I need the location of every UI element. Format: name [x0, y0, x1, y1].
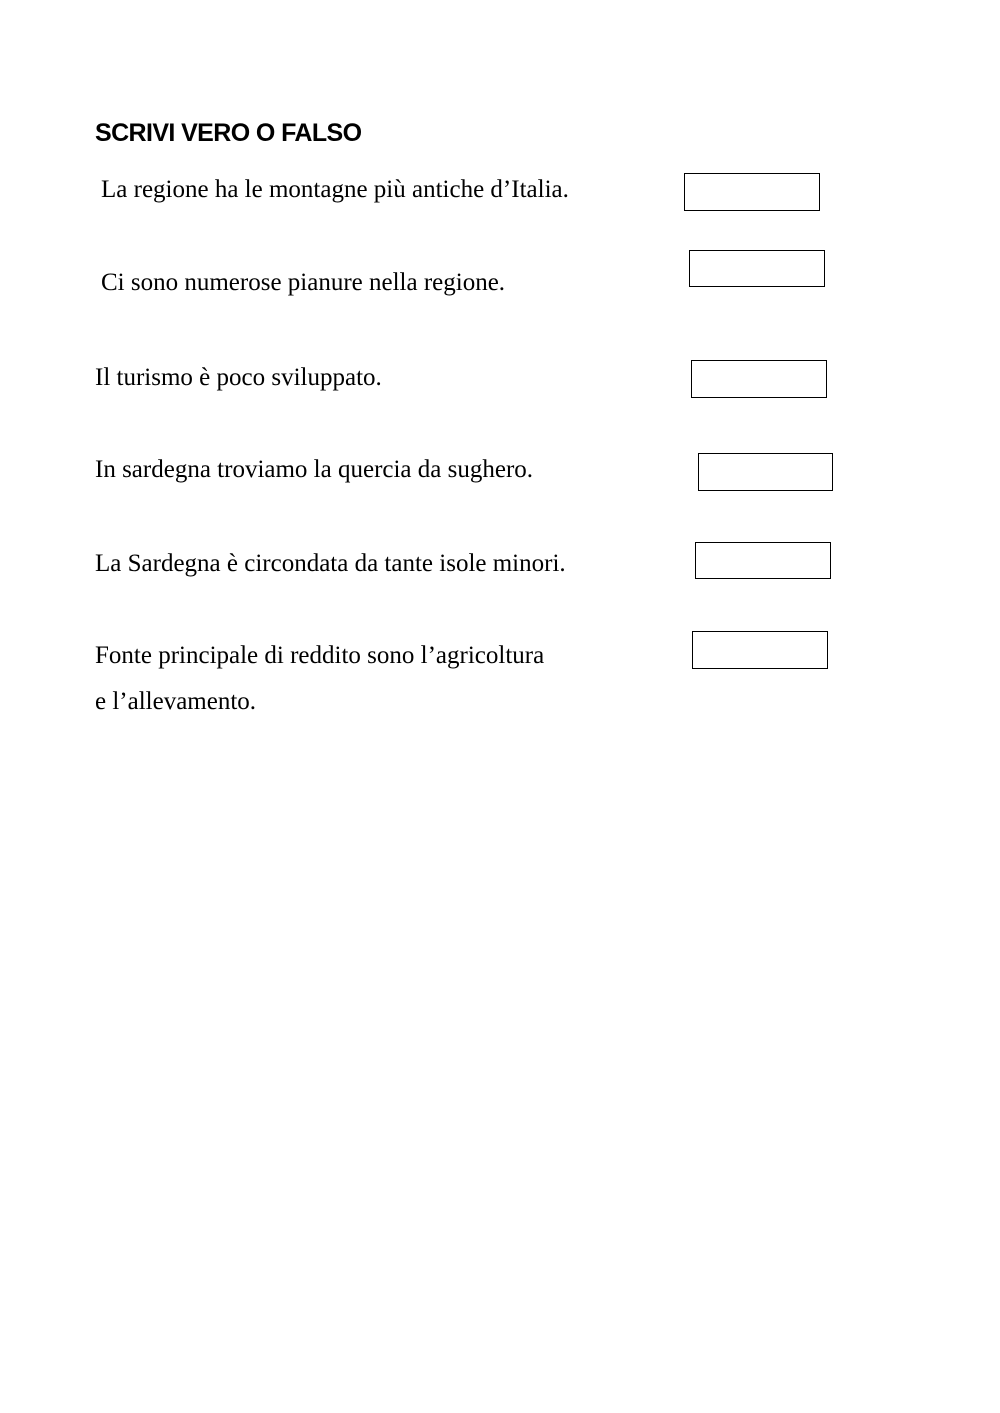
answer-box-3[interactable]	[691, 360, 827, 398]
answer-box-2[interactable]	[689, 250, 825, 287]
answer-box-5[interactable]	[695, 542, 831, 579]
statement-6-line-1: Fonte principale di reddito sono l’agricoltura	[95, 642, 545, 669]
statement-2: Ci sono numerose pianure nella regione.	[101, 269, 506, 296]
answer-box-6[interactable]	[692, 631, 828, 669]
statement-6	[95, 633, 544, 725]
statement-1: La regione ha le montagne più antiche d’Italia.	[101, 176, 569, 203]
statement-4: In sardegna troviamo la quercia da sughero.	[95, 456, 534, 483]
statement-3: Il turismo è poco sviluppato.	[95, 364, 382, 391]
statement-5: La Sardegna è circondata da tante isole minori.	[95, 550, 566, 577]
answer-box-4[interactable]	[698, 453, 833, 491]
statement-6-line-2: e l’allevamento.	[95, 688, 257, 715]
answer-box-1[interactable]	[684, 173, 820, 211]
worksheet-title: SCRIVI VERO O FALSO	[95, 119, 362, 147]
